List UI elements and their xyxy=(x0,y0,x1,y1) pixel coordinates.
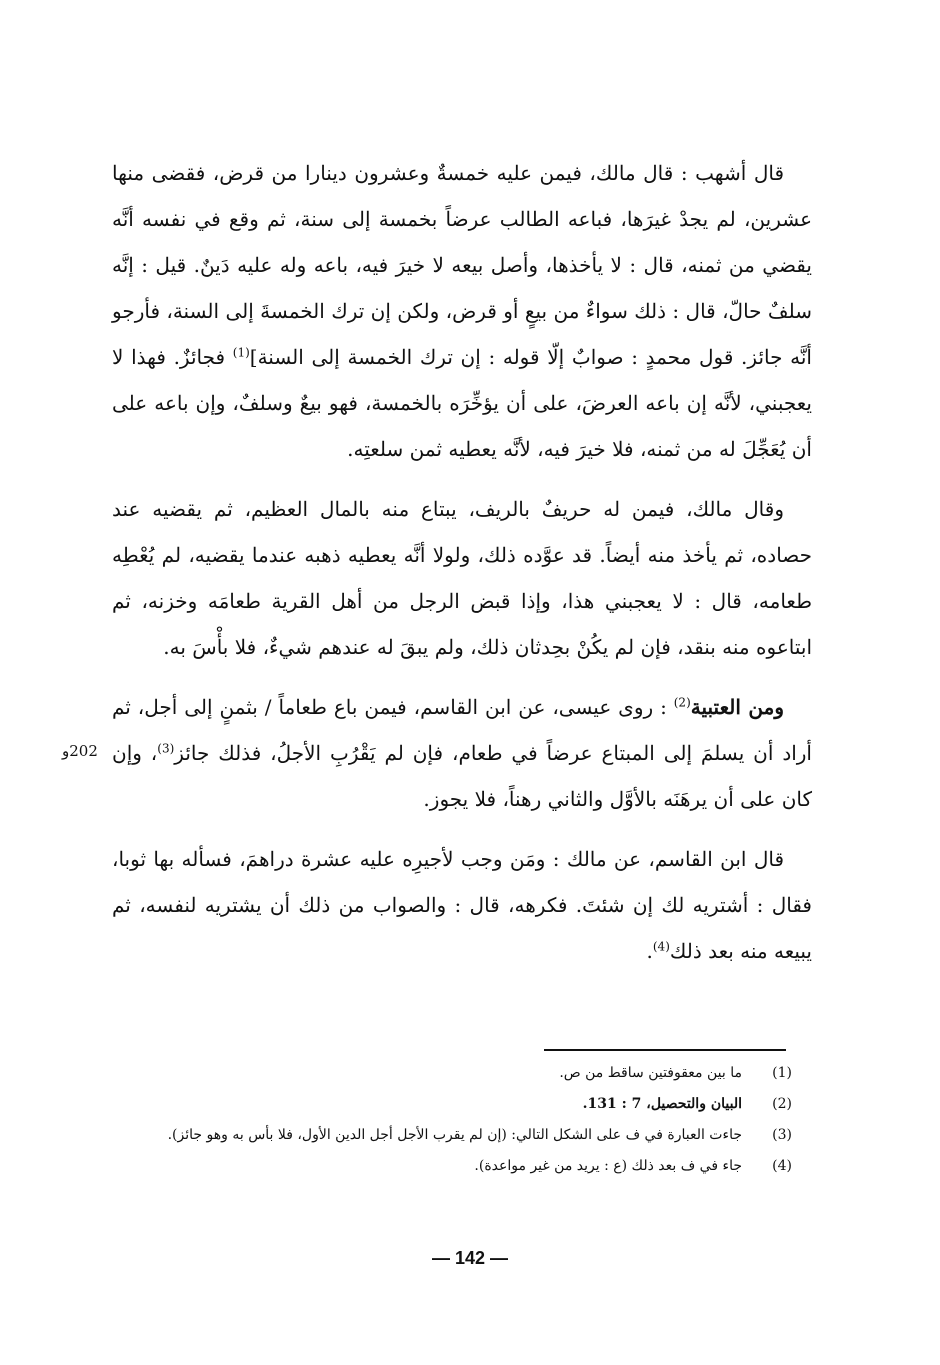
folio-margin-note: 202و xyxy=(62,742,98,760)
paragraph-1-tail: فجائزٌ. فهذا لا يعجبني، لأنَّه إن باعه العرضَ، على أن يؤخِّرَه بالخمسة، فهو بيعٌ وسلفٌ، وإن باعه على أن يُعَجِّلَ له من ثمنه، فلا خيرَ فيه، لأنَّه يعطيه ثمن سلعتِه. xyxy=(112,345,812,461)
footnotes xyxy=(132,1060,792,1184)
paragraph-2-text: وقال مالك، فيمن له حريفٌ بالريف، يبتاع منه بالمال العظيم، ثم يقضيه عند حصاده، ثم يأخذ منه أيضاً. قد عوَّده ذلك، ولولا أنَّه يعطيه ذهبه عندما يقضيه، لم يُعْطِه طعامه، قال : لا يعجبني هذا، وإذا قبض الرجل من أهل القرية طعامَه وخزنه، ثم ابتاعوه منه بنقد، فإن لم يكُنْ بحِدثان ذلك، ولم يبقَ له عندهم شيءٌ، فلا بأْسَ به. xyxy=(112,497,812,659)
footnote-text: البيان والتحصيل، 7 : 131. xyxy=(582,1096,742,1112)
page-number: — 142 — xyxy=(431,1248,509,1268)
footnote-1 xyxy=(132,1060,792,1086)
footnote-3 xyxy=(132,1122,792,1148)
footnote-ref-4[interactable]: (4) xyxy=(652,939,670,954)
footnote-number: (3) xyxy=(772,1127,792,1143)
footnote-ref-2[interactable]: (2) xyxy=(673,695,691,710)
footnote-text: جاء في ف بعد ذلك (ع : يريد من غير مواعدة). xyxy=(474,1158,742,1174)
footnote-number: (2) xyxy=(772,1096,792,1112)
paragraph-3 xyxy=(112,684,812,822)
footnote-4 xyxy=(132,1153,792,1179)
paragraph-3-lead: ومن العتبية xyxy=(690,695,785,719)
footnote-text: جاءت العبارة في ف على الشكل التالي: (إن لم يقرب الأجل أجل الدين الأول، فلا بأس به وهو جائز). xyxy=(167,1127,742,1143)
paragraph-4-text: قال ابن القاسم، عن مالك : ومَن وجب لأجيرِه عليه عشرة دراهمَ، فسأله بها ثوبا، فقال : أشتريه لك إن شئتَ. فكرهه، قال : والصواب من ذلك أن يشتريه لنفسه، ثم يبيعه منه بعد ذلك xyxy=(112,847,812,963)
footnote-text: ما بين معقوفتين ساقط من ص. xyxy=(559,1065,742,1081)
footnote-separator xyxy=(544,1049,786,1051)
paragraph-1 xyxy=(112,150,812,472)
footnote-2 xyxy=(132,1091,792,1117)
paragraph-4-tail: . xyxy=(646,939,653,963)
paragraph-4 xyxy=(112,836,812,974)
footnote-ref-1[interactable]: (1) xyxy=(232,345,250,360)
paragraph-1-text: قال أشهب : قال مالك، فيمن عليه خمسةٌ وعشرون دينارا من قرض، فقضى منها عشرين، لم يجدْ غيرَها، فباعه الطالب عرضاً بخمسة إلى سنة، ثم وقع في نفسه أنَّه يقضي من ثمنه، قال : لا يأخذها، وأصل بيعه لا خيرَ فيه، باعه وله عليه دَينٌ. قيل : إنَّه سلفٌ حالّ، قال : ذلك سواءٌ من بيعٍ أو قرض، ولكن إن ترك الخمسةَ إلى السنة، فأرجو أنَّه جائز. قول محمدٍ : صوابٌ إلّا قوله : إن ترك الخمسة إلى السنة] xyxy=(112,161,812,369)
footnote-ref-3[interactable]: (3) xyxy=(157,741,175,756)
paragraph-3-text: : روى عيسى، عن ابن القاسم، فيمن باع طعاماً / بثمنٍ إلى أجل، ثم أراد أن يسلمَ إلى المبتاع عرضاً في طعام، فإن لم يَقْرُبِ الأجلُ، فذلك جائز xyxy=(112,695,812,765)
footnote-number: (1) xyxy=(772,1065,792,1081)
footnote-number: (4) xyxy=(772,1158,792,1174)
paragraph-2 xyxy=(112,486,812,670)
main-text xyxy=(112,150,812,974)
paragraph-3-tail: ، وإن كان على أن يرهَنَه بالأوَّل والثاني رهناً، فلا يجوز. xyxy=(112,741,812,811)
